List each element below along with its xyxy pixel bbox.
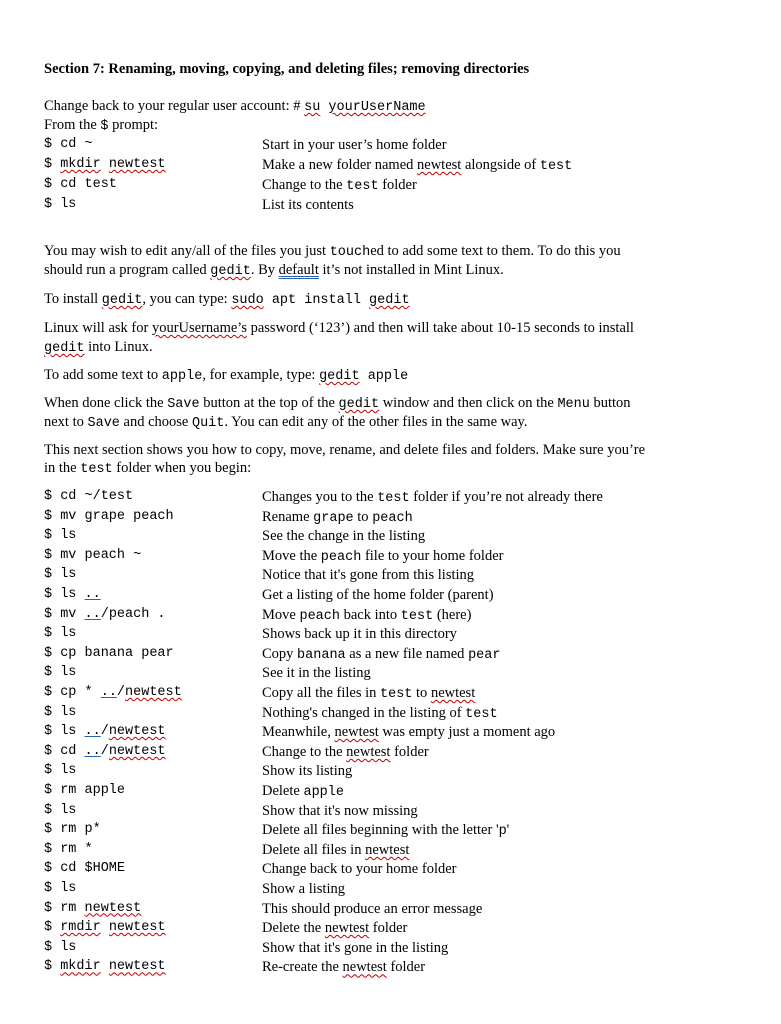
- code-gedit: gedit: [338, 397, 380, 412]
- command-description: Nothing's changed in the listing of test: [262, 704, 498, 722]
- command-description: [262, 156, 572, 176]
- command-line: $ ls: [44, 802, 77, 818]
- code-quit: Quit: [191, 416, 225, 431]
- command-description: Start in your user’s home folder: [262, 137, 447, 153]
- command-description: Delete apple: [262, 783, 344, 800]
- code-sudo: sudo: [231, 293, 264, 308]
- command-line: $ ls: [44, 197, 77, 212]
- intro-line-1: [44, 97, 426, 117]
- paragraph-line: [44, 394, 631, 414]
- command-line: $ cd $HOME: [44, 861, 126, 877]
- command-description: Copy all the files in test to newtest: [262, 685, 476, 702]
- paragraph-line: [44, 290, 410, 310]
- para-text: You may wish to edit any/all of the files you just: [44, 243, 330, 259]
- command-line: $ cd test: [44, 177, 117, 192]
- code-menu: Menu: [557, 397, 590, 412]
- intro-text: From the: [44, 117, 101, 133]
- paragraph-line: [44, 413, 527, 433]
- para-text: button at the top of the: [199, 395, 339, 411]
- command-description: Rename grape to peach: [262, 508, 413, 526]
- command-line: $ mv ../peach .: [44, 606, 166, 622]
- command-line: $ ls: [44, 881, 77, 896]
- command-description: Move the peach file to your home folder: [262, 547, 504, 565]
- code-gedit: gedit: [319, 369, 360, 384]
- command-description: Move peach back into test (here): [262, 606, 472, 624]
- intro-text: Change back to your regular user account: #: [44, 98, 305, 114]
- username-placeholder: yourUserName: [328, 100, 426, 115]
- command-line: $ mv grape peach: [44, 508, 174, 524]
- paragraph-line: This next section shows you how to copy, move, rename, and delete files and folders. Make sure you’re: [44, 442, 646, 458]
- command-description: Meanwhile, newtest was empty just a moment ago: [262, 724, 556, 741]
- command-line: $ mv peach ~: [44, 547, 142, 563]
- command-line: [44, 156, 166, 174]
- grammar-flag-word: default: [278, 262, 319, 278]
- command-description: Delete all files in newtest: [262, 841, 410, 858]
- command-description: Get a listing of the home folder (parent): [262, 587, 494, 603]
- command-line: $ ls: [44, 704, 77, 720]
- desc-text: Change to the: [262, 177, 347, 193]
- code-touch: touch: [329, 245, 371, 260]
- command-line: $ ls ..: [44, 587, 101, 602]
- code-save: Save: [167, 397, 200, 412]
- desc-folder: newtest: [417, 157, 462, 173]
- command-description: Show that it's gone in the listing: [262, 939, 449, 956]
- command-description: See the change in the listing: [262, 528, 426, 545]
- command-line: $ rm p*: [44, 822, 101, 838]
- paragraph-line: [44, 242, 621, 262]
- para-text: Linux will ask for: [44, 320, 152, 336]
- command-description: Changes you to the test folder if you’re not already there: [262, 489, 603, 506]
- prompt: $: [44, 157, 61, 172]
- command-description: Change back to your home folder: [262, 861, 457, 878]
- command-line: $ ls: [44, 665, 77, 681]
- section-heading: Section 7: Renaming, moving, copying, and deleting files; removing directories: [44, 61, 530, 77]
- command-line: $ ls: [44, 567, 77, 583]
- desc-code: test: [539, 159, 573, 174]
- intro-text: prompt:: [108, 117, 159, 133]
- code-gedit: gedit: [44, 341, 85, 356]
- para-text: should run a program called: [44, 262, 211, 278]
- code-save: Save: [87, 416, 120, 431]
- command-description: Notice that it's gone from this listing: [262, 567, 475, 584]
- command-description: Change to the newtest folder: [262, 743, 429, 760]
- command-description: This should produce an error message: [262, 900, 483, 917]
- code-apple: apple: [161, 369, 203, 384]
- command-line: $ rm *: [44, 841, 93, 857]
- para-text: password (‘123’) and then will take about 10-15 seconds to install: [246, 320, 634, 336]
- desc-text: alongside of: [461, 157, 540, 173]
- para-text: To add some text to: [44, 367, 162, 383]
- command-word: mkdir: [60, 157, 101, 172]
- command-line: $ ls: [44, 528, 77, 544]
- para-text: button: [589, 395, 631, 411]
- code-gedit: gedit: [101, 293, 143, 308]
- command-line: $ cd ~/test: [44, 489, 134, 504]
- command-line: $ cd ../newtest: [44, 743, 166, 759]
- command-line: $ cp banana pear: [44, 645, 174, 661]
- command-line: $ rmdir newtest: [44, 920, 166, 936]
- command-description: Show a listing: [262, 881, 345, 897]
- paragraph-line: [44, 338, 153, 358]
- code-test: test: [80, 462, 113, 477]
- su-command: su: [304, 100, 321, 115]
- command-description: Copy banana as a new file named pear: [262, 645, 501, 663]
- code-apple: apple: [359, 369, 409, 384]
- command-arg: newtest: [108, 157, 166, 172]
- para-text: folder when you begin:: [112, 460, 252, 476]
- para-text: in the: [44, 460, 81, 476]
- para-text: and choose: [119, 414, 192, 430]
- paragraph-line: [44, 459, 251, 479]
- command-line: $ ls: [44, 626, 77, 642]
- command-description: Delete all files beginning with the letter 'p': [262, 822, 510, 840]
- command-description: Shows back up it in this directory: [262, 626, 457, 643]
- command-description: Show its listing: [262, 763, 353, 780]
- command-description: Re-create the newtest folder: [262, 959, 426, 976]
- desc-code: test: [346, 179, 379, 194]
- command-line: $ cd ~: [44, 137, 93, 152]
- para-text: , for example, type:: [202, 367, 320, 383]
- para-text: . By: [250, 262, 279, 278]
- command-line: $ ls: [44, 763, 77, 779]
- code-apt-install: apt install: [263, 293, 370, 308]
- code-gedit: gedit: [210, 264, 251, 279]
- para-text: next to: [44, 414, 88, 430]
- command-description: [262, 176, 417, 196]
- para-text: window and then click on the: [379, 395, 558, 411]
- username-word: yourUsername’s: [151, 320, 247, 336]
- command-line: $ rm newtest: [44, 900, 142, 916]
- para-text: To install: [44, 291, 102, 307]
- paragraph-line: [44, 261, 504, 281]
- command-description: See it in the listing: [262, 665, 371, 682]
- para-text: , you can type:: [142, 291, 232, 307]
- command-line: $ rm apple: [44, 783, 126, 798]
- command-description: List its contents: [262, 197, 354, 213]
- command-line: $ cp * ../newtest: [44, 685, 182, 700]
- para-text: it’s not installed in Mint Linux.: [318, 262, 504, 278]
- command-line: $ ls: [44, 939, 77, 955]
- para-text: into Linux.: [84, 339, 153, 355]
- para-text: ed to add some text to them. To do this you: [370, 243, 621, 259]
- command-description: Show that it's now missing: [262, 802, 418, 819]
- paragraph-line: [44, 366, 408, 386]
- code-gedit: gedit: [369, 293, 410, 308]
- paragraph-line: [44, 319, 634, 337]
- command-line: $ mkdir newtest: [44, 959, 166, 975]
- prompt-symbol: $: [100, 119, 109, 134]
- desc-text: folder: [378, 177, 417, 193]
- command-description: Delete the newtest folder: [262, 920, 408, 937]
- command-line: $ ls ../newtest: [44, 724, 166, 740]
- para-text: When done click the: [44, 395, 168, 411]
- space: [101, 157, 109, 172]
- desc-text: Make a new folder named: [262, 157, 418, 173]
- intro-line-2: [44, 116, 158, 136]
- para-text: . You can edit any of the other files in the same way.: [224, 414, 528, 430]
